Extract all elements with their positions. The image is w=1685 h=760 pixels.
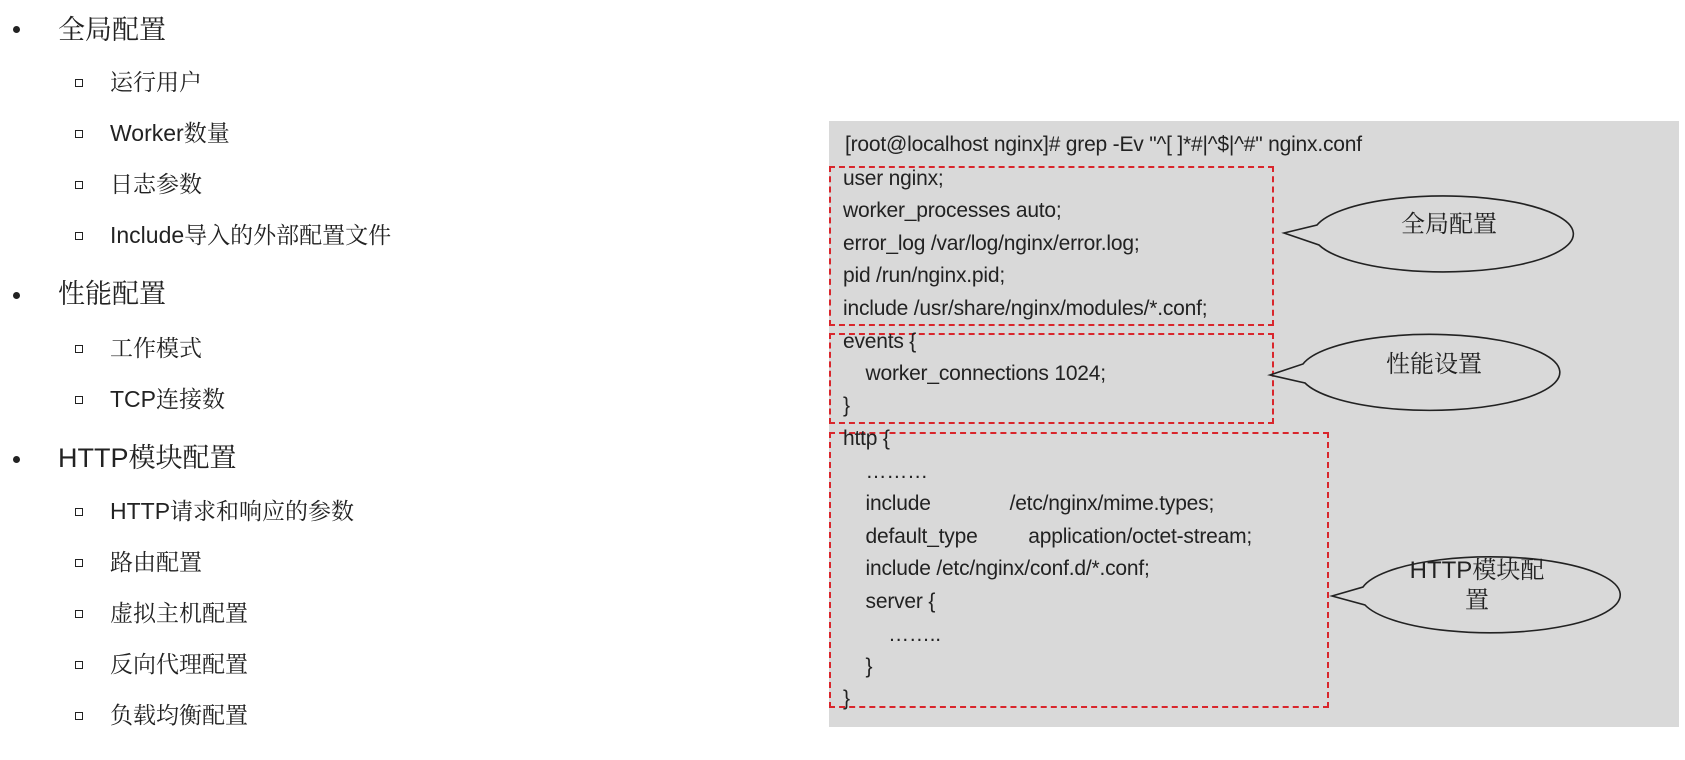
global-callout-label: 全局配置: [1401, 211, 1497, 238]
square-bullet-icon: [75, 396, 83, 404]
square-bullet-icon: [75, 508, 83, 516]
outline-item: TCP连接数: [110, 386, 225, 412]
square-bullet-icon: [75, 232, 83, 240]
code-line: error_log /var/log/nginx/error.log;: [843, 232, 1140, 255]
square-bullet-icon: [75, 79, 83, 87]
code-line: }: [843, 394, 850, 417]
code-line: server {: [843, 590, 936, 613]
code-line: worker_connections 1024;: [843, 362, 1106, 385]
outline-item: 运行用户: [110, 69, 202, 95]
performance-callout-label: 性能设置: [1386, 351, 1482, 378]
outline-item: Worker数量: [110, 120, 230, 146]
code-line: pid /run/nginx.pid;: [843, 264, 1005, 287]
outline-item: 路由配置: [110, 549, 202, 575]
square-bullet-icon: [75, 181, 83, 189]
code-line: events {: [843, 330, 917, 353]
outline-item: 日志参数: [110, 171, 202, 197]
code-line: include /etc/nginx/mime.types;: [843, 492, 1215, 515]
bullet-icon: [13, 456, 20, 463]
section-title-http: HTTP模块配置: [58, 443, 237, 473]
bullet-icon: [13, 292, 20, 299]
http-callout-label: HTTP模块配置: [1409, 557, 1545, 614]
code-line: ………: [843, 460, 928, 483]
outline-item: 反向代理配置: [110, 651, 248, 677]
outline-item: 工作模式: [110, 335, 202, 361]
square-bullet-icon: [75, 559, 83, 567]
config-outline: [0, 0, 780, 760]
section-title-global: 全局配置: [58, 15, 166, 45]
code-line: }: [843, 655, 873, 678]
code-line: include /etc/nginx/conf.d/*.conf;: [843, 557, 1150, 580]
section-title-performance: 性能配置: [58, 279, 166, 309]
outline-item: 虚拟主机配置: [110, 600, 248, 626]
code-line: default_type application/octet-stream;: [843, 525, 1253, 548]
square-bullet-icon: [75, 130, 83, 138]
square-bullet-icon: [75, 345, 83, 353]
code-line: }: [843, 687, 850, 710]
square-bullet-icon: [75, 661, 83, 669]
code-line: worker_processes auto;: [843, 199, 1062, 222]
code-line: ……..: [843, 623, 941, 646]
grep-command-line: [root@localhost nginx]# grep -Ev "^[ ]*#|^$|^#" nginx.conf: [845, 133, 1362, 156]
outline-item: HTTP请求和响应的参数: [110, 498, 355, 524]
square-bullet-icon: [75, 712, 83, 720]
nginx-conf-panel: [829, 121, 1679, 727]
code-line: user nginx;: [843, 167, 944, 190]
outline-item: 负载均衡配置: [110, 702, 248, 728]
outline-item: Include导入的外部配置文件: [110, 222, 392, 248]
code-line: include /usr/share/nginx/modules/*.conf;: [843, 297, 1208, 320]
bullet-icon: [13, 26, 20, 33]
square-bullet-icon: [75, 610, 83, 618]
code-line: http {: [843, 427, 890, 450]
